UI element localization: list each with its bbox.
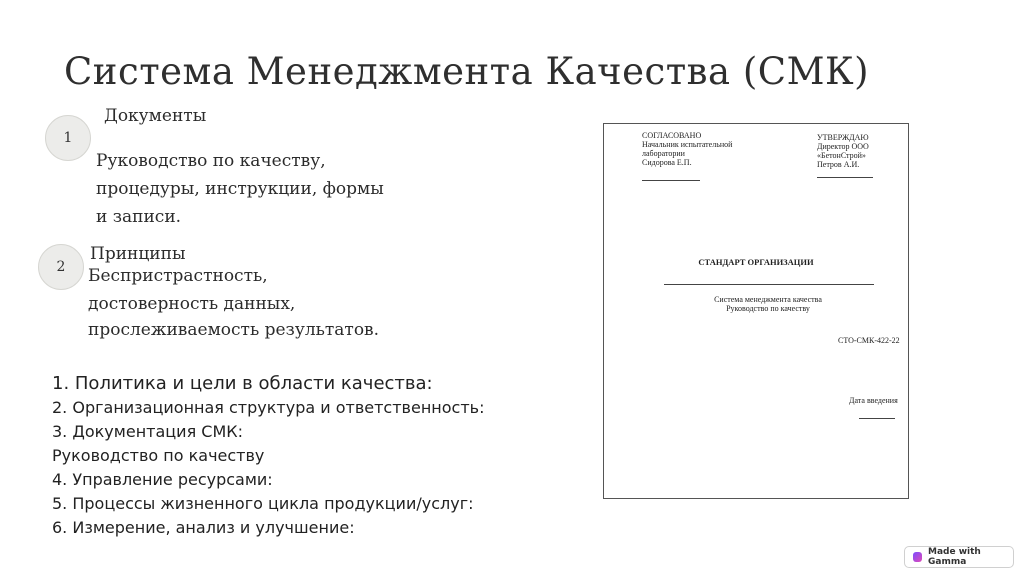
section-heading-principles: Принципы xyxy=(90,244,186,264)
section-2-line-2: достоверность данных, xyxy=(88,294,296,314)
doc-agreed-signature-line xyxy=(642,180,700,181)
doc-date-label: Дата введения xyxy=(849,396,898,405)
doc-agreed-department: лаборатории xyxy=(642,149,685,158)
doc-approved-position: Директор ООО xyxy=(817,142,869,151)
section-heading-documents: Документы xyxy=(104,106,207,126)
doc-code: СТО-СМК-422-22 xyxy=(838,336,900,345)
doc-agreed-label: СОГЛАСОВАНО xyxy=(642,131,702,140)
doc-approved-company: «БетонСтрой» xyxy=(817,151,866,160)
doc-approved-name: Петров А.И. xyxy=(817,160,860,169)
section-1-line-2: процедуры, инструкции, формы xyxy=(96,179,384,199)
section-2-line-3: прослеживаемость результатов. xyxy=(88,320,380,340)
list-item: 4. Управление ресурсами: xyxy=(52,470,273,489)
section-2-line-1: Беспристрастность, xyxy=(88,266,268,286)
list-item: 5. Процессы жизненного цикла продукции/услуг: xyxy=(52,494,474,513)
doc-approved-signature-line xyxy=(817,177,873,178)
list-item: 2. Организационная структура и ответственность: xyxy=(52,398,485,417)
section-number-1: 1 xyxy=(45,115,91,161)
doc-date-line xyxy=(859,418,895,419)
list-item: 3. Документация СМК: xyxy=(52,422,243,441)
badge-label: Made with Gamma xyxy=(928,547,981,567)
list-item: Руководство по качеству xyxy=(52,446,265,465)
doc-agreed-name: Сидорова Е.П. xyxy=(642,158,692,167)
doc-heading-line xyxy=(664,284,874,285)
section-number-2: 2 xyxy=(38,244,84,290)
smk-structure-list xyxy=(52,372,484,540)
gamma-logo-icon xyxy=(913,552,922,562)
section-1-line-1: Руководство по качеству, xyxy=(96,151,326,171)
standard-document-preview xyxy=(603,123,909,499)
page-title: Система Менеджмента Качества (СМК) xyxy=(64,50,870,93)
doc-approved-label: УТВЕРЖДАЮ xyxy=(817,133,869,142)
section-1-line-3: и записи. xyxy=(96,207,182,227)
doc-agreed-position: Начальник испытательной xyxy=(642,140,733,149)
doc-subtitle-2: Руководство по качеству xyxy=(726,304,810,313)
list-item: 6. Измерение, анализ и улучшение: xyxy=(52,518,355,537)
doc-heading: СТАНДАРТ ОРГАНИЗАЦИИ xyxy=(698,257,814,267)
made-with-gamma-badge[interactable] xyxy=(904,546,1014,568)
doc-subtitle-1: Система менеджмента качества xyxy=(714,295,822,304)
list-item: 1. Политика и цели в области качества: xyxy=(52,373,433,394)
